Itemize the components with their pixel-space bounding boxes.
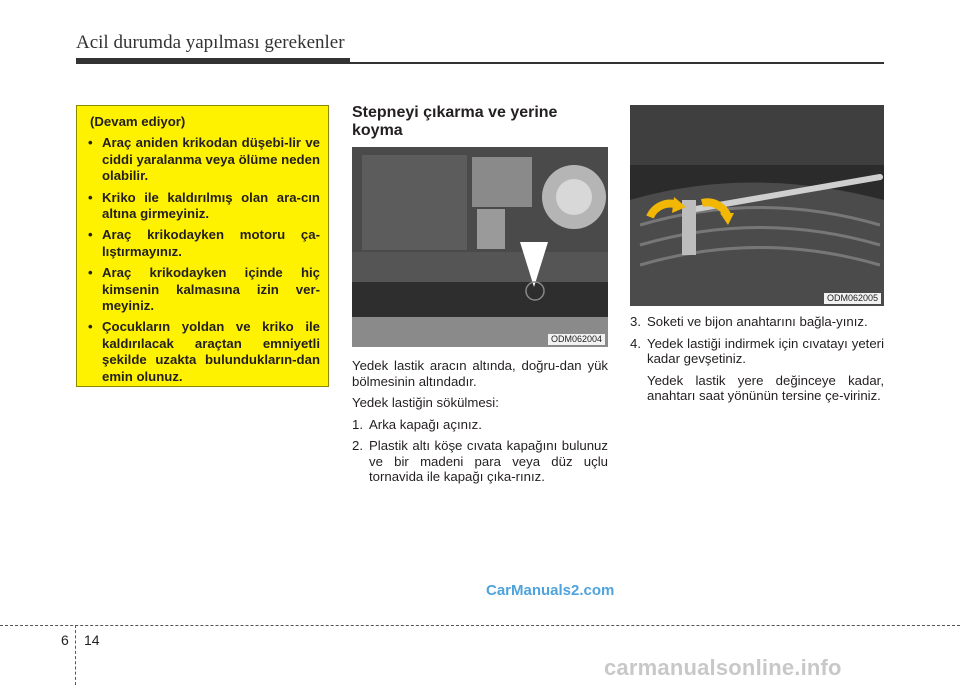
bullet-icon: •	[88, 227, 93, 243]
warning-list	[85, 135, 320, 385]
step-2: 2. Plastik altı köşe cıvata kapağını bulunuz ve bir madeni para veya düz uçlu tornavida ile kapağı çıka-rınız.	[352, 438, 608, 484]
column-3-text	[630, 314, 884, 410]
header-accent-bar	[76, 58, 350, 64]
watermark-link[interactable]: CarManuals2.com	[486, 582, 615, 599]
chapter-number: 6	[61, 632, 69, 648]
page-number: 14	[84, 632, 100, 648]
footer-divider	[0, 625, 960, 626]
page-header-title: Acil durumda yapılması gerekenler	[76, 32, 345, 53]
site-watermark: carmanualsonline.info	[604, 655, 842, 680]
warning-item: • Araç aniden krikodan düşebi-lir ve ciddi yaralanma veya ölüme neden olabilir.	[88, 135, 320, 184]
bullet-icon: •	[88, 265, 93, 281]
warning-box	[76, 105, 329, 387]
warning-item: • Araç krikodayken motoru ça-lıştırmayınız.	[88, 227, 320, 259]
paragraph: Yedek lastik aracın altında, doğru-dan yük bölmesinin altındadır.	[352, 358, 608, 389]
step-4-note: Yedek lastik yere değinceye kadar, anahtarı saat yönünün tersine çe-viriniz.	[647, 372, 884, 403]
bullet-icon: •	[88, 319, 93, 335]
column-2-text	[352, 358, 608, 491]
wrench-illustration	[630, 105, 884, 306]
trunk-figure	[352, 147, 608, 347]
figure-code: ODM062004	[548, 334, 605, 345]
warning-item: • Kriko ile kaldırılmış olan ara-cın altına girmeyiniz.	[88, 189, 320, 222]
step-1: 1. Arka kapağı açınız.	[352, 416, 482, 432]
warning-item: • Araç krikodayken içinde hiç kimsenin kalmasına izin ver-meyiniz.	[88, 265, 320, 314]
paragraph: Yedek lastiğin sökülmesi:	[352, 395, 499, 410]
figure-code: ODM062005	[824, 293, 881, 304]
bullet-icon: •	[88, 189, 93, 205]
step-3: 3. Soketi ve bijon anahtarını bağla-yınız.	[630, 314, 868, 329]
wrench-figure	[630, 105, 884, 306]
step-4: 4. Yedek lastiği indirmek için cıvatayı yeteri kadar gevşetiniz.	[630, 335, 884, 366]
trunk-illustration	[352, 147, 608, 347]
section-title: Stepneyi çıkarma ve yerine koyma	[352, 104, 558, 139]
bullet-icon: •	[88, 135, 93, 151]
warning-item: • Çocukların yoldan ve kriko ile kaldırılacak araçtan emniyetli şekilde uzakta bulundukların-dan emin olunuz.	[88, 319, 320, 384]
warning-title: (Devam ediyor)	[90, 114, 186, 129]
footer-vertical-divider	[75, 625, 76, 685]
